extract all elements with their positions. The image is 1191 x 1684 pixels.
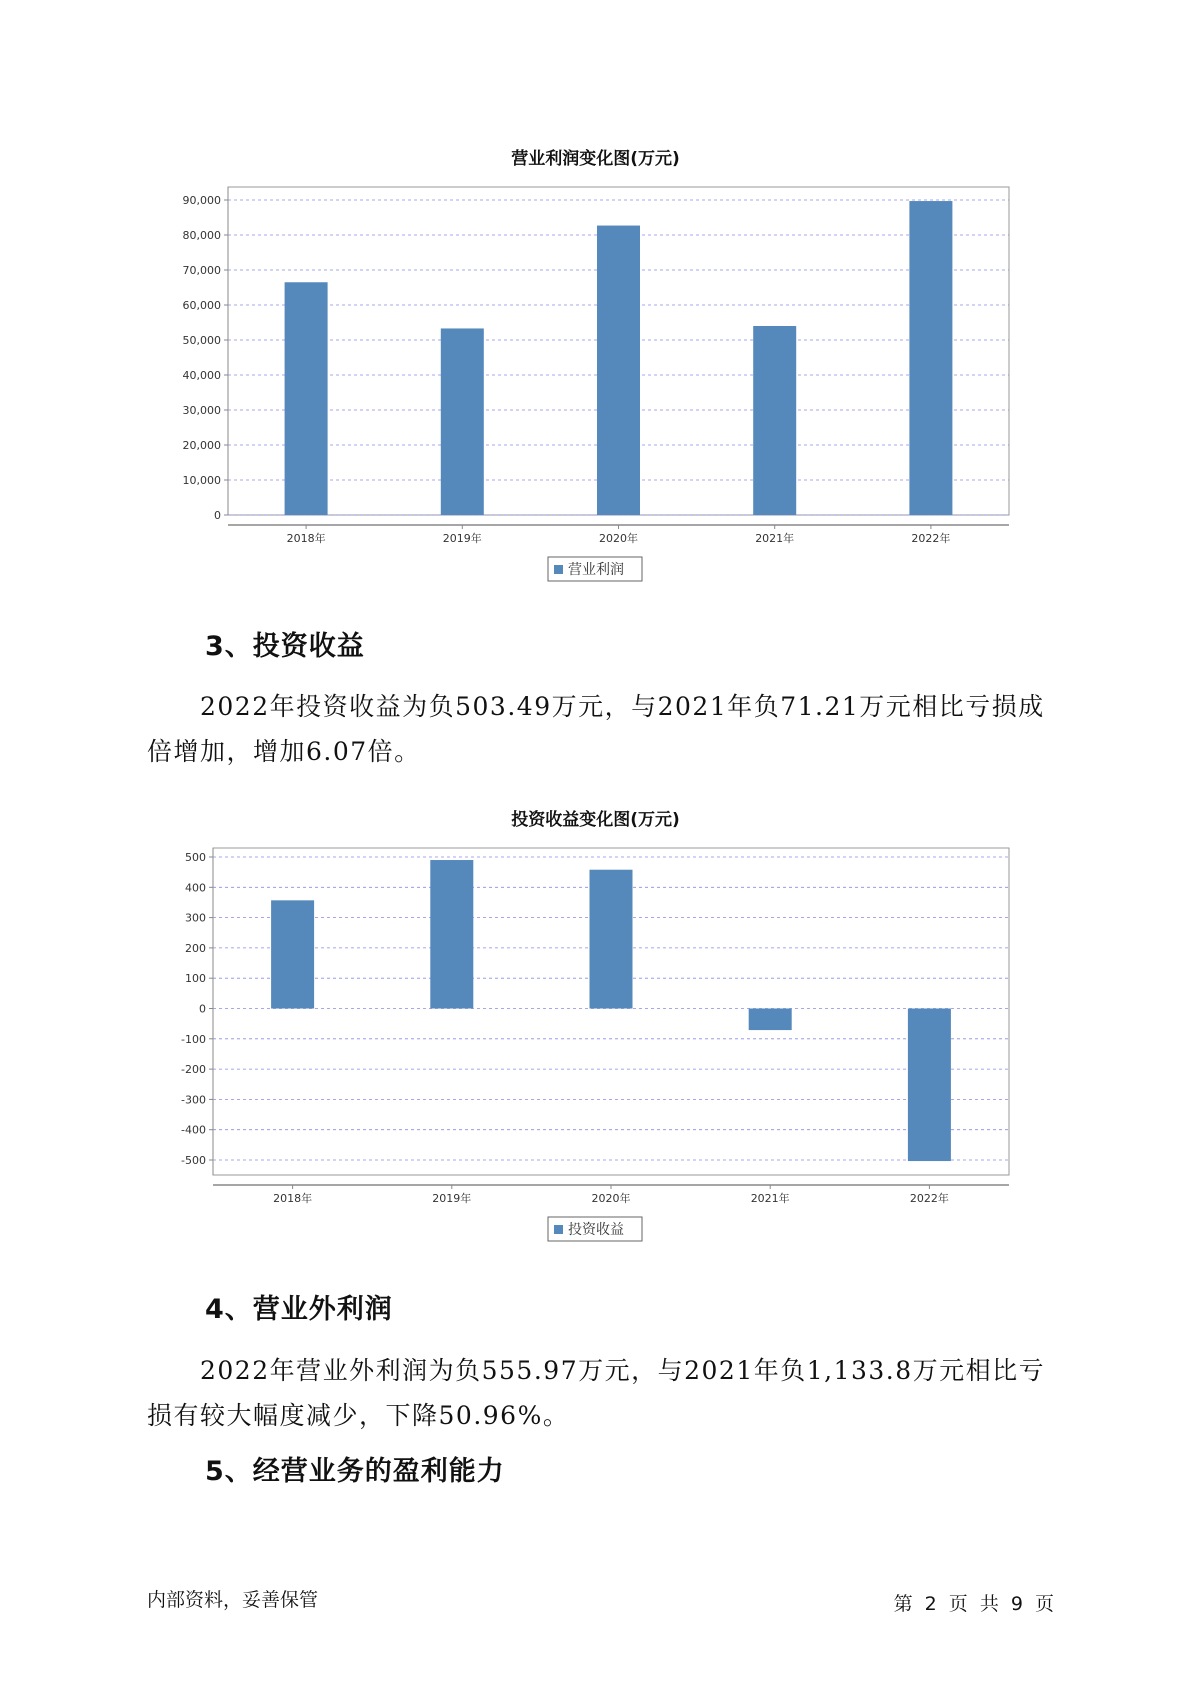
chart2-bar-2019年 <box>430 860 473 1008</box>
section3-heading: 3、投资收益 <box>205 631 365 662</box>
chart2-bar-2021年 <box>749 1009 792 1031</box>
chart2-title: 投资收益变化图(万元) <box>511 810 680 830</box>
chart2-y-tick-label: -100 <box>181 1032 206 1046</box>
chart1-y-tick-label: 50,000 <box>182 334 221 347</box>
section5-heading: 5、经营业务的盈利能力 <box>205 1456 505 1487</box>
chart2-y-tick-label: -200 <box>181 1063 206 1077</box>
chart1-y-tick-label: 80,000 <box>182 229 221 242</box>
chart2-y-tick-label: 200 <box>185 941 206 955</box>
chart1-bar-2018年 <box>285 282 328 515</box>
chart2-y-tick-label: -400 <box>181 1123 206 1137</box>
chart1-y-tick-label: 90,000 <box>182 194 221 207</box>
investment-income-chart <box>0 840 1191 1260</box>
chart1-y-tick-label: 0 <box>214 509 221 522</box>
chart1-bar-2020年 <box>597 226 640 515</box>
chart2-y-tick-label: -500 <box>181 1154 206 1167</box>
chart2-x-tick-label: 2019年 <box>432 1192 472 1205</box>
chart2-x-tick-label: 2020年 <box>591 1192 631 1205</box>
chart2-legend <box>548 1217 642 1241</box>
chart1-x-tick-label: 2019年 <box>442 532 482 545</box>
section3-text: 2022年投资收益为负503.49万元，与2021年负71.21万元相比亏损成倍增加，增加6.07倍。 <box>147 692 1045 766</box>
chart1-bar-2022年 <box>909 201 952 515</box>
chart1-bar-2021年 <box>753 326 796 515</box>
chart1-legend <box>548 557 642 581</box>
chart1-x-tick-label: 2018年 <box>286 532 326 545</box>
footer-confidential: 内部资料，妥善保管 <box>147 1589 319 1611</box>
chart1-y-tick-label: 30,000 <box>182 404 221 417</box>
chart2-bar-2020年 <box>590 870 633 1009</box>
section4-heading: 4、营业外利润 <box>205 1294 393 1325</box>
section4-text: 2022年营业外利润为负555.97万元，与2021年负1,133.8万元相比亏损有较大幅度减少，下降50.96%。 <box>147 1356 1046 1430</box>
chart1-y-tick-label: 60,000 <box>182 299 221 312</box>
chart1-title: 营业利润变化图(万元) <box>511 149 680 169</box>
chart2-y-tick-label: 400 <box>185 881 206 895</box>
footer-page-number: 第 2 页 共 9 页 <box>893 1593 1054 1615</box>
chart2-y-tick-label: 500 <box>185 851 206 864</box>
chart2-x-tick-label: 2021年 <box>750 1192 790 1205</box>
chart1-legend-swatch <box>554 565 563 574</box>
chart2-bar-2018年 <box>271 900 314 1008</box>
chart1-legend-label: 营业利润 <box>568 562 624 578</box>
chart1-x-tick-label: 2021年 <box>755 532 795 545</box>
chart1-x-tick-label: 2022年 <box>911 532 951 545</box>
chart1-bar-2019年 <box>441 328 484 515</box>
chart1-y-tick-label: 20,000 <box>182 439 221 452</box>
operating-profit-chart <box>0 180 1191 600</box>
chart1-y-tick-label: 10,000 <box>182 474 221 487</box>
chart2-legend-swatch <box>554 1225 563 1234</box>
chart2-legend-label: 投资收益 <box>568 1222 624 1238</box>
chart1-y-tick-label: 40,000 <box>182 369 221 382</box>
chart1-y-tick-label: 70,000 <box>182 264 221 277</box>
chart2-x-tick-label: 2022年 <box>909 1192 949 1205</box>
chart2-bar-2022年 <box>908 1009 951 1162</box>
chart2-y-tick-label: 300 <box>185 911 206 925</box>
chart1-x-tick-label: 2020年 <box>599 532 638 545</box>
chart2-y-tick-label: 0 <box>199 1002 206 1016</box>
chart2-y-tick-label: -300 <box>181 1093 206 1107</box>
chart2-y-tick-label: 100 <box>185 972 206 986</box>
chart2-x-tick-label: 2018年 <box>273 1192 313 1205</box>
